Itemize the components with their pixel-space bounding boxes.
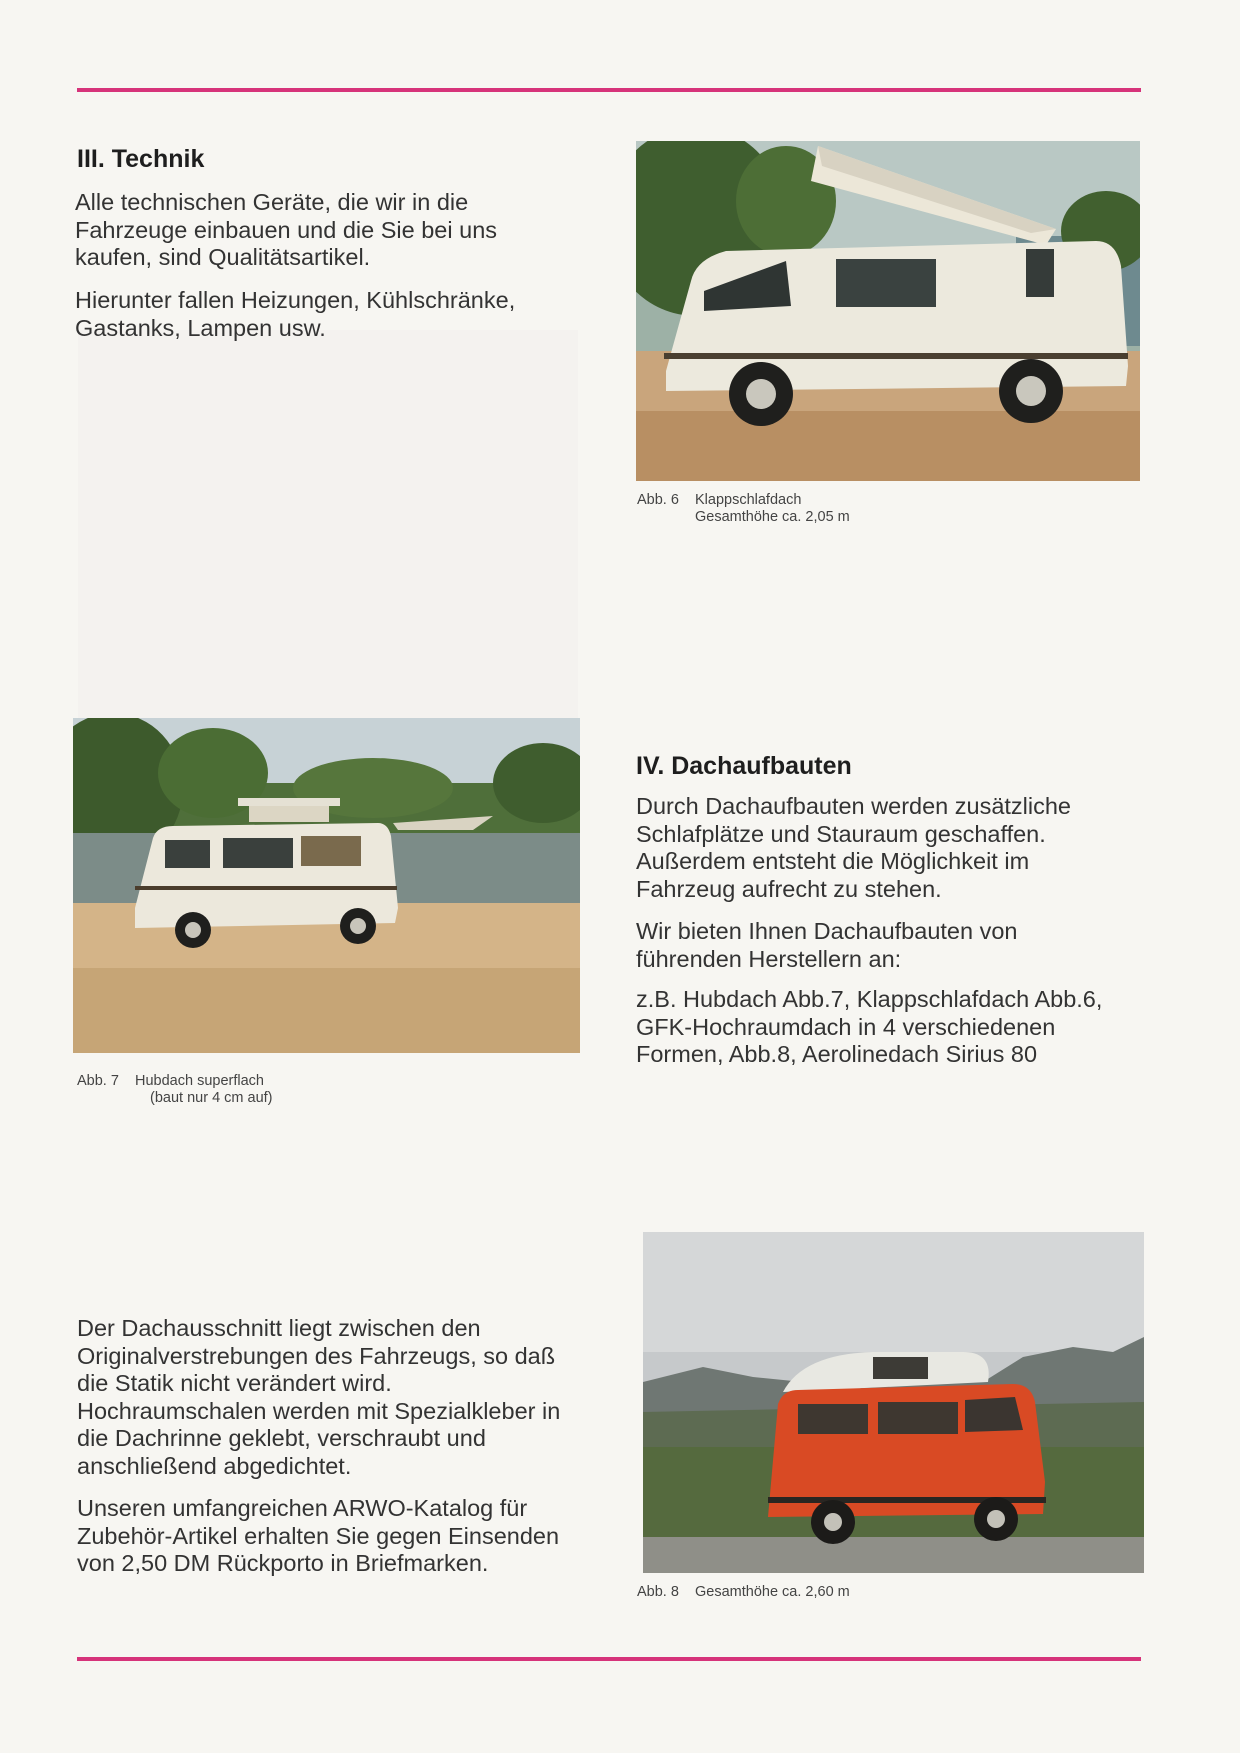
- bottom-divider-rule: [77, 1657, 1141, 1661]
- figure-7-caption-text: [135, 1073, 273, 1107]
- figure-8-number: Abb. 8: [637, 1584, 679, 1600]
- figure-6-caption-text: [695, 492, 850, 526]
- section-heading-technik: III. Technik: [77, 145, 205, 173]
- figure-7-caption: [77, 1073, 397, 1113]
- photo-hubdach-van: [73, 718, 580, 1053]
- figure-7-number: Abb. 7: [77, 1073, 119, 1089]
- montage-paragraph-2: Unseren umfangreichen ARWO-Katalog für Zubehör-Artikel erhalten Sie gegen Einsenden von 2,50 DM Rückporto in Briefmarken.: [77, 1495, 560, 1576]
- photo-klappschlafdach-van: [636, 141, 1140, 481]
- dachaufbauten-paragraph-3: z.B. Hubdach Abb.7, Klappschlafdach Abb.6, GFK-Hochraumdach in 4 verschiedenen Formen, Abb.8, Aerolinedach Sirius 80: [636, 986, 1103, 1067]
- figure-6-number: Abb. 6: [637, 492, 679, 508]
- figure-8-caption: [637, 1584, 937, 1604]
- figure-6-caption: [637, 492, 937, 532]
- show-through-shadow: [78, 330, 578, 720]
- figure-6-caption-line-1: Klappschlafdach: [695, 492, 802, 508]
- dachaufbauten-paragraph-1: Durch Dachaufbauten werden zusätzliche Schlafplätze und Stauraum geschaffen. Außerdem entsteht die Möglichkeit im Fahrzeug aufrecht zu stehen.: [636, 793, 1072, 902]
- dachaufbauten-paragraph-2: Wir bieten Ihnen Dachaufbauten von führenden Herstellern an:: [636, 918, 1018, 972]
- figure-8-caption-text: [695, 1584, 850, 1601]
- top-divider-rule: [77, 88, 1141, 92]
- photo-hochraumdach-van: [643, 1232, 1144, 1573]
- technik-paragraph-2: Hierunter fallen Heizungen, Kühlschränke, Gastanks, Lampen usw.: [75, 287, 516, 341]
- technik-paragraph-1: Alle technischen Geräte, die wir in die Fahrzeuge einbauen und die Sie bei uns kaufen, sind Qualitätsartikel.: [75, 189, 498, 270]
- montage-paragraph-1: Der Dachausschnitt liegt zwischen den Originalverstrebungen des Fahrzeugs, so daß die Statik nicht verändert wird. Hochraumschalen werden mit Spezialkleber in die Dachrinne geklebt, verschraubt und anschließend abgedichtet.: [77, 1315, 561, 1479]
- figure-8-caption-line-1: Gesamthöhe ca. 2,60 m: [695, 1584, 850, 1600]
- figure-7-caption-line-2: (baut nur 4 cm auf): [150, 1090, 273, 1106]
- section-heading-dachaufbauten: IV. Dachaufbauten: [636, 752, 852, 780]
- figure-7-caption-line-1: Hubdach superflach: [135, 1073, 264, 1089]
- figure-6-caption-line-2: Gesamthöhe ca. 2,05 m: [695, 509, 850, 525]
